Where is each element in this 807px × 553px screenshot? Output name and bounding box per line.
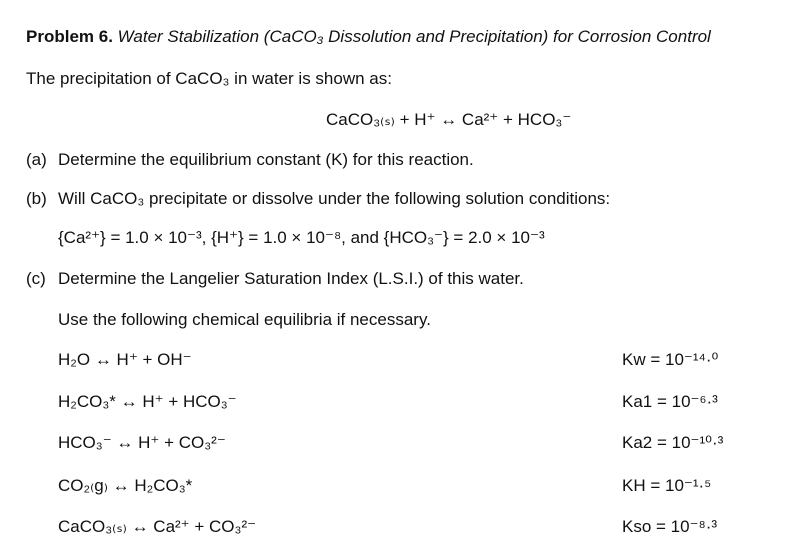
equilibrium-constant: Kw = 10⁻¹⁴·⁰ [622, 350, 719, 369]
problem-title: Water Stabilization (CaCO₃ Dissolution and Precipitation) for Corrosion Control [117, 27, 711, 46]
question-c-label: (c) [26, 269, 46, 288]
question-c [26, 268, 524, 290]
equilibrium-reaction: H₂CO₃* ↔ H⁺ + HCO₃⁻ [58, 392, 237, 411]
question-a-text: Determine the equilibrium constant (K) for this reaction. [58, 150, 474, 169]
equilibrium-constant: KH = 10⁻¹·⁵ [622, 476, 712, 495]
question-b-label: (b) [26, 189, 47, 208]
problem-label: Problem 6. [26, 27, 113, 46]
problem-heading [26, 26, 711, 48]
solution-conditions: {Ca²⁺} = 1.0 × 10⁻³, {H⁺} = 1.0 × 10⁻⁸, and {HCO₃⁻} = 2.0 × 10⁻³ [58, 228, 545, 247]
question-b-text: Will CaCO₃ precipitate or dissolve under the following solution conditions: [58, 189, 611, 208]
main-reaction: CaCO₃₍ₛ₎ + H⁺ ↔ Ca²⁺ + HCO₃⁻ [326, 110, 572, 129]
equilibrium-constant: Kso = 10⁻⁸·³ [622, 517, 718, 536]
equilibrium-reaction: CO₂₍g₎ ↔ H₂CO₃* [58, 476, 193, 495]
equilibrium-reaction: HCO₃⁻ ↔ H⁺ + CO₃²⁻ [58, 433, 226, 452]
intro-text: The precipitation of CaCO₃ in water is shown as: [26, 69, 392, 88]
equilibrium-constant: Ka2 = 10⁻¹⁰·³ [622, 433, 724, 452]
equilibrium-constant: Ka1 = 10⁻⁶·³ [622, 392, 718, 411]
equilibrium-reaction: CaCO₃₍ₛ₎ ↔ Ca²⁺ + CO₃²⁻ [58, 517, 257, 536]
question-b [26, 188, 611, 210]
question-a-label: (a) [26, 150, 47, 169]
equilibrium-reaction: H₂O ↔ H⁺ + OH⁻ [58, 350, 192, 369]
equilibria-intro: Use the following chemical equilibria if necessary. [58, 310, 431, 329]
question-a [26, 149, 474, 171]
question-c-text: Determine the Langelier Saturation Index (L.S.I.) of this water. [58, 269, 524, 288]
